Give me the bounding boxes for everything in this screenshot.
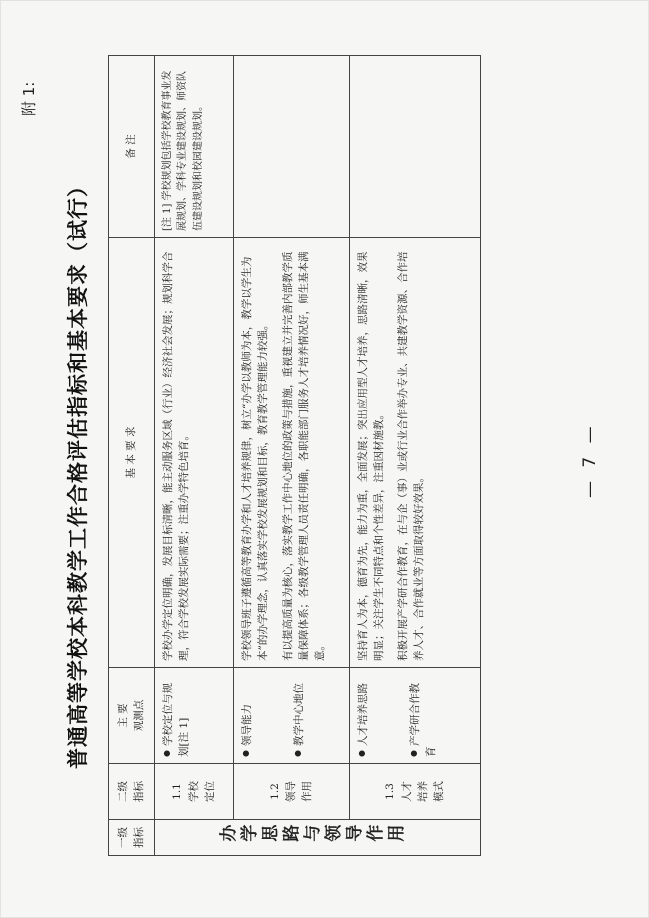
level2-indicator: 1.3 人才 培养 模式 <box>349 764 481 820</box>
level1-indicator: 办学思路与领导作用 <box>154 820 481 856</box>
requirements-cell <box>234 238 350 668</box>
list-item: ● 产学研合作教育 <box>407 674 440 757</box>
note-cell: [注 1] 学校规划包括学校教育事业发展规划、学科专业建设规划、师资队伍建设规划和校园建设规划。 <box>154 56 234 238</box>
note-cell <box>234 56 350 238</box>
header-notes: 备 注 <box>109 56 155 238</box>
list-item: ● 学校定位与规划[注 1] <box>160 674 193 757</box>
table-row <box>349 56 481 856</box>
observation-points <box>349 668 481 764</box>
appendix-label: 附 1: <box>20 81 38 116</box>
table-header-row <box>109 56 155 856</box>
list-item: ● 领导能力 <box>239 674 255 757</box>
header-level1: 一级 指标 <box>109 820 155 856</box>
requirements-cell <box>154 238 234 668</box>
requirements-cell <box>349 238 481 668</box>
list-item: ● 教学中心地位 <box>291 674 307 757</box>
list-item: ● 人才培养思路 <box>355 674 371 757</box>
page-title: 普通高等学校本科教学工作合格评估指标和基本要求（试行） <box>66 175 90 769</box>
header-points: 主 要 观测点 <box>109 668 155 764</box>
requirement-text: 学校办学定位明确，发展目标清晰，能主动服务区域（行业）经济社会发展；规划科学合理，符合学校发展实际需要；注重办学特色培育。 <box>161 251 190 661</box>
level2-indicator: 1.2 领导 作用 <box>234 764 350 820</box>
header-requirements: 基 本 要 求 <box>109 238 155 668</box>
requirement-text: 坚持育人为本，德育为先，能力为重，全面发展；突出应用型人才培养，思路清晰，效果明显；关注学生不同特点和个性差异，注重因材施教。 <box>356 251 385 661</box>
level2-indicator: 1.1 学校 定位 <box>154 764 234 820</box>
requirement-text: 积极开展产学研合作教育，在与企（事）业或行业合作举办专业、共建教学资源、合作培养人才、合作就业等方面取得较好效果。 <box>397 251 426 661</box>
table-row <box>154 56 234 856</box>
requirement-text: 学校领导班子遵循高等教育办学和人才培养规律，树立“办学以教师为本，教学以学生为本”的办学理念，认真落实学校发展规划和目标，教育教学管理能力较强。 <box>241 256 270 661</box>
observation-points <box>154 668 234 764</box>
observation-points <box>234 668 350 764</box>
note-cell <box>349 56 481 238</box>
table-row <box>234 56 350 856</box>
criteria-table <box>108 55 481 856</box>
header-level2: 二级 指标 <box>109 764 155 820</box>
page-number: — 7 — <box>580 422 600 498</box>
requirement-text: 有以提高质量为核心，落实教学工作中心地位的政策与措施，重视建立并完善内部教学质量保障体系；各级教学管理人员责任明确，各职能部门服务人才培养情况好，师生基本满意。 <box>281 251 327 661</box>
